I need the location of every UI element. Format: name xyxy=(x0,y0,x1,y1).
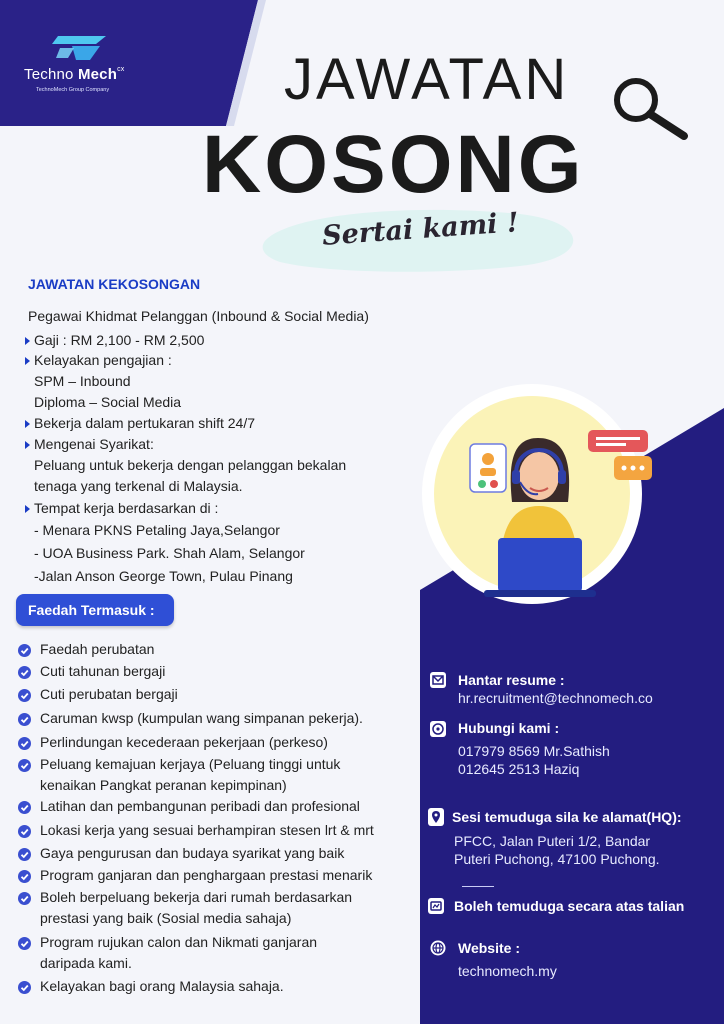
benefit-item: Latihan dan pembangunan peribadi dan profesional xyxy=(40,798,360,814)
benefit-item: Lokasi kerja yang sesuai berhampiran stesen lrt & mrt xyxy=(40,822,374,838)
address-line: PFCC, Jalan Puteri 1/2, Bandar xyxy=(454,833,651,849)
logo-band-shape xyxy=(0,0,258,126)
bullet-arrow-icon xyxy=(25,357,30,365)
benefit-item: Gaya pengurusan dan budaya syarikat yang baik xyxy=(40,845,345,861)
laptop-icon xyxy=(498,538,582,592)
bullet-arrow-icon xyxy=(25,337,30,345)
checkmark-icon xyxy=(18,713,31,726)
benefit-item: Faedah perubatan xyxy=(40,641,155,657)
location-pin-icon xyxy=(428,808,444,826)
checkmark-icon xyxy=(18,644,31,657)
location-item: - Menara PKNS Petaling Jaya,Selangor xyxy=(34,522,280,538)
website-label: Website : xyxy=(458,940,520,956)
whatsapp-icon xyxy=(430,721,446,737)
email-icon xyxy=(430,672,446,688)
benefit-item: Program ganjaran dan penghargaan prestasi menarik xyxy=(40,867,373,883)
job-heading: JAWATAN KEKOSONGAN xyxy=(28,276,201,292)
benefit-item: Cuti perubatan bergaji xyxy=(40,686,178,702)
checkmark-icon xyxy=(18,981,31,994)
about-text: tenaga yang terkenal di Malaysia. xyxy=(34,478,243,494)
about-text: Peluang untuk bekerja dengan pelanggan bekalan xyxy=(34,457,347,473)
benefit-item: Cuti tahunan bergaji xyxy=(40,663,166,679)
contact-phone: 017979 8569 Mr.Sathish xyxy=(458,743,610,759)
location-label: Tempat kerja berdasarkan di : xyxy=(34,500,219,516)
bullet-arrow-icon xyxy=(25,420,30,428)
benefit-item: prestasi yang baik (Sosial media sahaja) xyxy=(40,910,292,926)
title-line-1: JAWATAN xyxy=(284,47,570,112)
resume-label: Hantar resume : xyxy=(458,672,565,688)
location-item: -Jalan Anson George Town, Pulau Pinang xyxy=(34,568,293,584)
address-label: Sesi temuduga sila ke alamat(HQ): xyxy=(452,809,682,825)
checkmark-icon xyxy=(18,689,31,702)
globe-icon xyxy=(430,940,446,956)
address-line: Puteri Puchong, 47100 Puchong. xyxy=(454,851,660,867)
job-position: Pegawai Khidmat Pelanggan (Inbound & Social Media) xyxy=(28,308,369,324)
bullet-arrow-icon xyxy=(25,505,30,513)
benefit-item: daripada kami. xyxy=(40,955,132,971)
agent-face xyxy=(519,452,559,500)
checkmark-icon xyxy=(18,759,31,772)
job-salary: Gaji : RM 2,100 - RM 2,500 xyxy=(34,332,205,348)
checkmark-icon xyxy=(18,737,31,750)
tagline-sertai: Sertai kami ! xyxy=(321,207,520,252)
brand-name-light: Techno xyxy=(24,66,78,83)
brand-name-bold: Mech xyxy=(77,66,118,83)
online-interview-label: Boleh temuduga secara atas talian xyxy=(454,898,685,914)
checkmark-icon xyxy=(18,937,31,950)
contact-phone: 012645 2513 Haziq xyxy=(458,761,580,777)
brand-name xyxy=(24,66,125,83)
divider xyxy=(462,886,494,887)
job-shift: Bekerja dalam pertukaran shift 24/7 xyxy=(34,415,256,431)
brand-tagline: TechnoMech Group Company xyxy=(36,87,110,93)
contact-label: Hubungi kami : xyxy=(458,720,560,736)
checkmark-icon xyxy=(18,848,31,861)
bullet-arrow-icon xyxy=(25,441,30,449)
agent-illustration xyxy=(420,382,724,622)
about-label: Mengenai Syarikat: xyxy=(34,436,154,452)
magnifier-icon xyxy=(612,76,692,142)
resume-email: hr.recruitment@technomech.co xyxy=(458,690,653,706)
checkmark-icon xyxy=(18,870,31,883)
location-item: - UOA Business Park. Shah Alam, Selangor xyxy=(34,545,305,561)
title-line-2: KOSONG xyxy=(202,119,585,210)
checkmark-icon xyxy=(18,801,31,814)
brand-name-sup: cx xyxy=(117,66,125,73)
checkmark-icon xyxy=(18,666,31,679)
chat-bubble-icon xyxy=(588,430,648,452)
benefit-item: Kelayakan bagi orang Malaysia sahaja. xyxy=(40,978,284,994)
benefit-item: Caruman kwsp (kumpulan wang simpanan pekerja). xyxy=(40,710,363,726)
qualification-item: Diploma – Social Media xyxy=(34,394,182,410)
checkmark-icon xyxy=(18,825,31,838)
benefits-heading: Faedah Termasuk : xyxy=(16,594,174,626)
benefit-item: Boleh berpeluang bekerja dari rumah berdasarkan xyxy=(40,889,353,905)
online-interview-icon xyxy=(428,898,444,914)
benefit-item: kenaikan Pangkat peranan kepimpinan) xyxy=(40,777,287,793)
qualification-label: Kelayakan pengajian : xyxy=(34,352,172,368)
website-url: technomech.my xyxy=(458,963,557,979)
benefit-item: Perlindungan kecederaan pekerjaan (perkeso) xyxy=(40,734,328,750)
logo-mark-icon xyxy=(52,32,110,62)
benefit-item: Program rujukan calon dan Nikmati ganjaran xyxy=(40,934,318,950)
benefit-item: Peluang kemajuan kerjaya (Peluang tinggi untuk xyxy=(40,756,341,772)
qualification-item: SPM – Inbound xyxy=(34,373,131,389)
checkmark-icon xyxy=(18,892,31,905)
